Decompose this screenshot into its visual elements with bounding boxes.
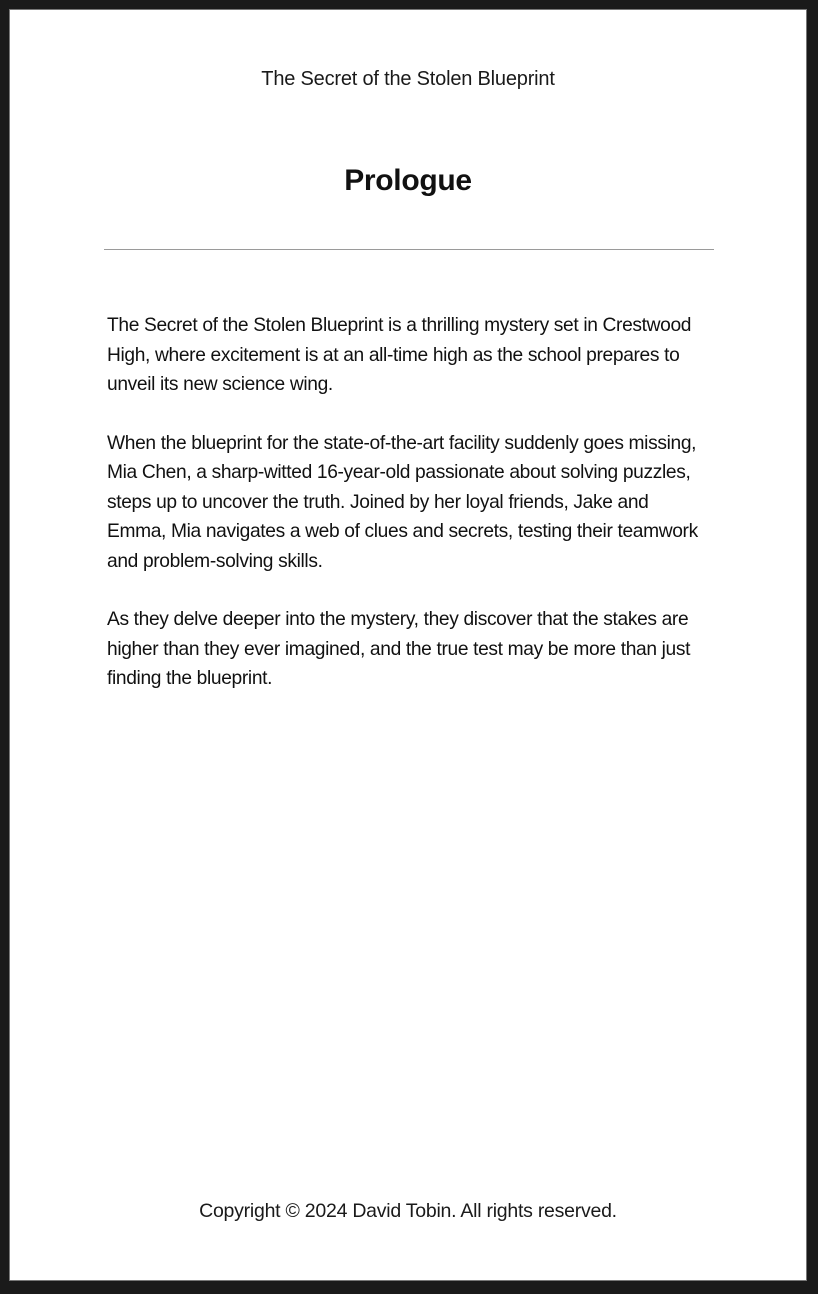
paragraph: When the blueprint for the state-of-the-art facility suddenly goes missing, Mia Chen, a sharp-witted 16-year-old passionate about solving puzzles, steps up to uncover the truth. Joined by her loyal friends, Jake and Emma, Mia navigates a web of clues and secrets, testing their teamwork and problem-solving skills. — [107, 432, 698, 572]
paragraph: The Secret of the Stolen Blueprint is a thrilling mystery set in Crestwood High, where excitement is at an all-time high as the school prepares to unveil its new science wing. — [107, 315, 692, 395]
chapter-title: Prologue — [344, 164, 472, 197]
copyright-notice: Copyright © 2024 David Tobin. All rights reserved. — [199, 1200, 617, 1222]
body-text — [107, 311, 711, 723]
running-header: The Secret of the Stolen Blueprint — [261, 68, 555, 90]
divider — [104, 249, 714, 250]
paragraph: As they delve deeper into the mystery, they discover that the stakes are higher than they ever imagined, and the true test may be more than just finding the blueprint. — [107, 609, 691, 689]
document-page — [9, 9, 807, 1281]
